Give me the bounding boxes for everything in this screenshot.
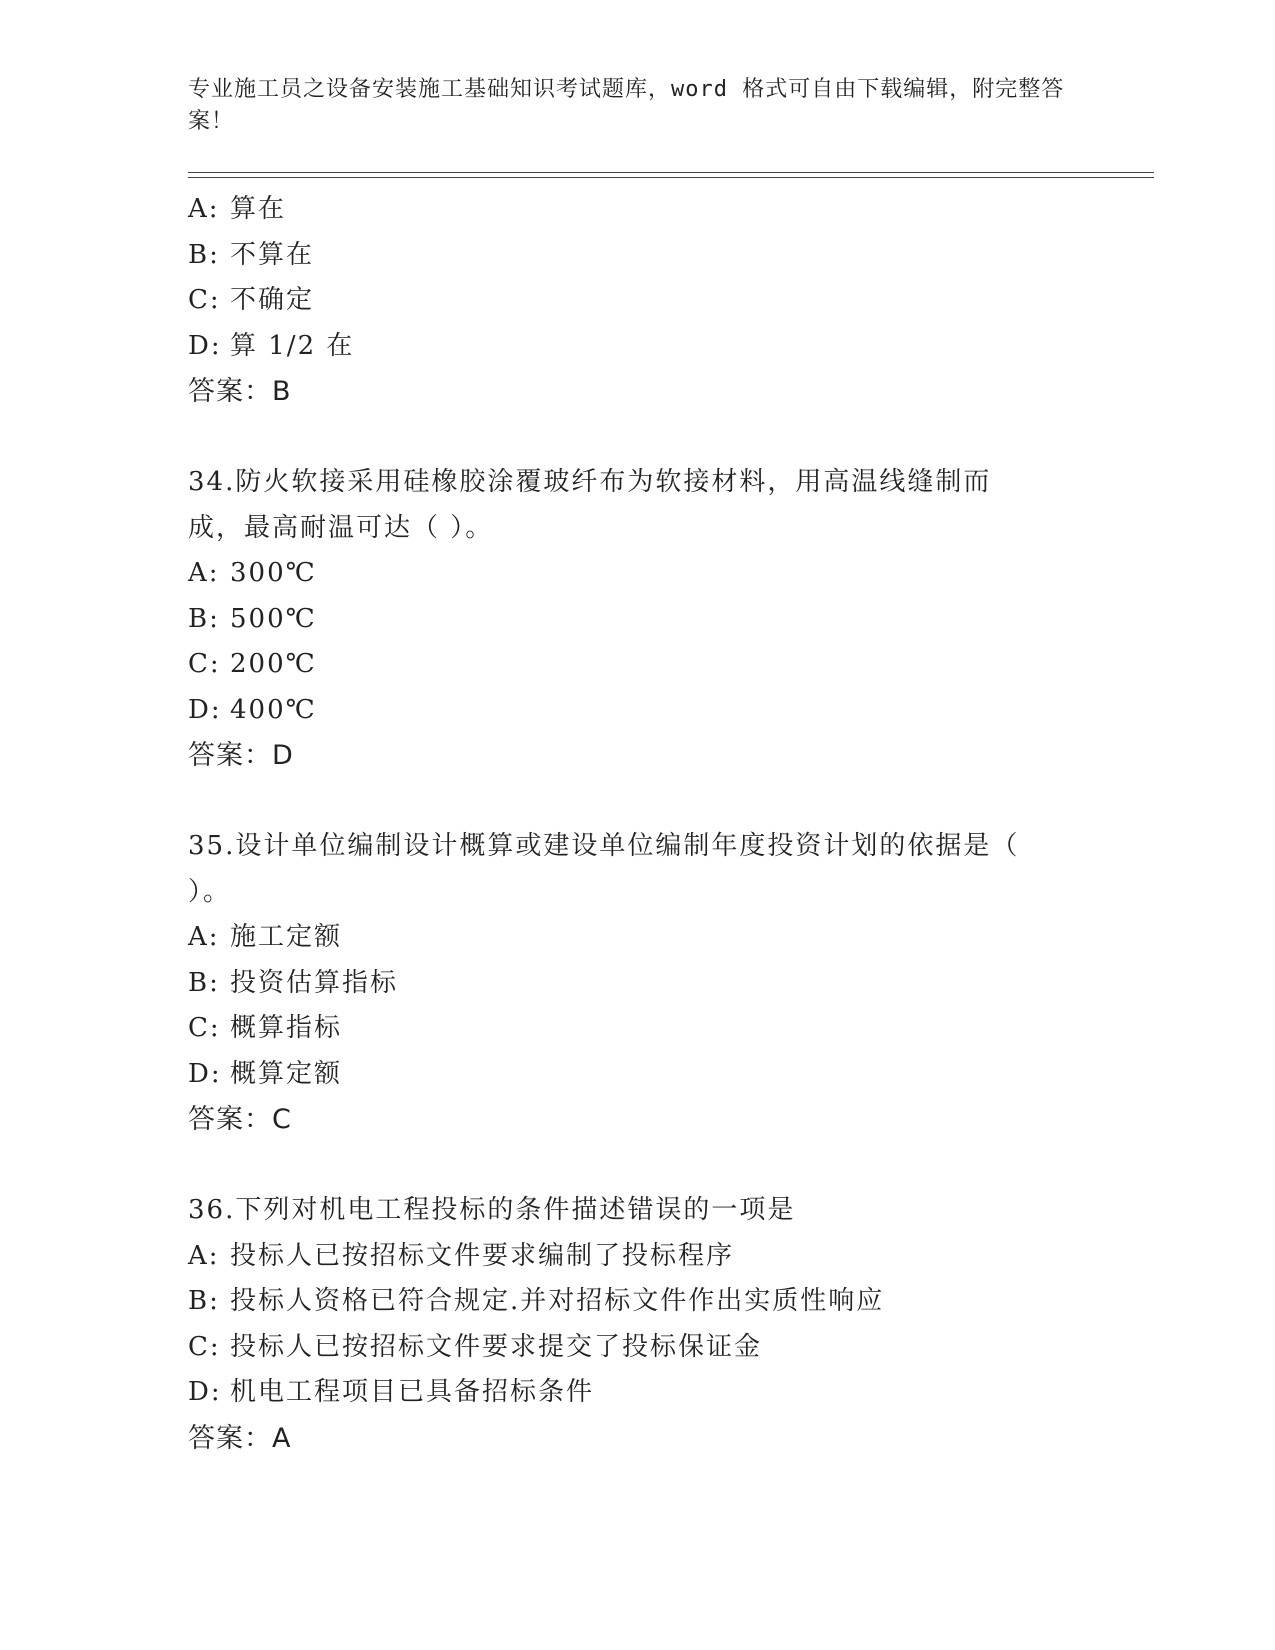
question-stem: 35.设计单位编制设计概算或建设单位编制年度投资计划的依据是（ ）。 bbox=[188, 831, 1020, 907]
answer: 答案：B bbox=[188, 376, 292, 407]
question-34 bbox=[188, 460, 1068, 779]
answer: 答案：A bbox=[188, 1422, 292, 1454]
option-d: D: 概算定额 bbox=[188, 1058, 343, 1089]
answer: 答案：C bbox=[188, 1104, 292, 1135]
question-stem: 34.防火软接采用硅橡胶涂覆玻纤布为软接材料，用高温线缝制而成，最高耐温可达（ ）。 bbox=[188, 467, 992, 543]
option-c: C: 投标人已按招标文件要求提交了投标保证金 bbox=[188, 1331, 763, 1362]
question-list bbox=[188, 187, 1068, 1461]
option-b: B: 投标人资格已符合规定.并对招标文件作出实质性响应 bbox=[188, 1286, 885, 1316]
option-a: A: 投标人已按招标文件要求编制了投标程序 bbox=[188, 1240, 735, 1271]
option-d: D: 算 1/2 在 bbox=[188, 330, 355, 361]
option-d: D: 机电工程项目已具备招标条件 bbox=[188, 1377, 595, 1407]
question-36 bbox=[188, 1188, 1068, 1461]
option-b: B: 500℃ bbox=[188, 603, 317, 634]
option-d: D: 400℃ bbox=[188, 694, 317, 725]
option-a: A: 300℃ bbox=[188, 558, 317, 588]
option-a: A: 算在 bbox=[188, 194, 287, 224]
option-c: C: 不确定 bbox=[188, 285, 315, 315]
option-a: A: 施工定额 bbox=[188, 922, 343, 952]
option-b: B: 投资估算指标 bbox=[188, 967, 399, 998]
answer: 答案：D bbox=[188, 740, 294, 771]
document-header: 专业施工员之设备安装施工基础知识考试题库，word 格式可自由下载编辑，附完整答案！ bbox=[188, 77, 1065, 134]
question-stem: 36.下列对机电工程投标的条件描述错误的一项是 bbox=[188, 1195, 796, 1225]
question-33-continuation bbox=[188, 187, 1068, 415]
header-rule-top bbox=[188, 172, 1154, 173]
option-b: B: 不算在 bbox=[188, 239, 315, 270]
option-c: C: 200℃ bbox=[188, 649, 317, 679]
question-35 bbox=[188, 824, 1068, 1143]
option-c: C: 概算指标 bbox=[188, 1013, 343, 1043]
header-rule-bottom bbox=[188, 177, 1154, 178]
